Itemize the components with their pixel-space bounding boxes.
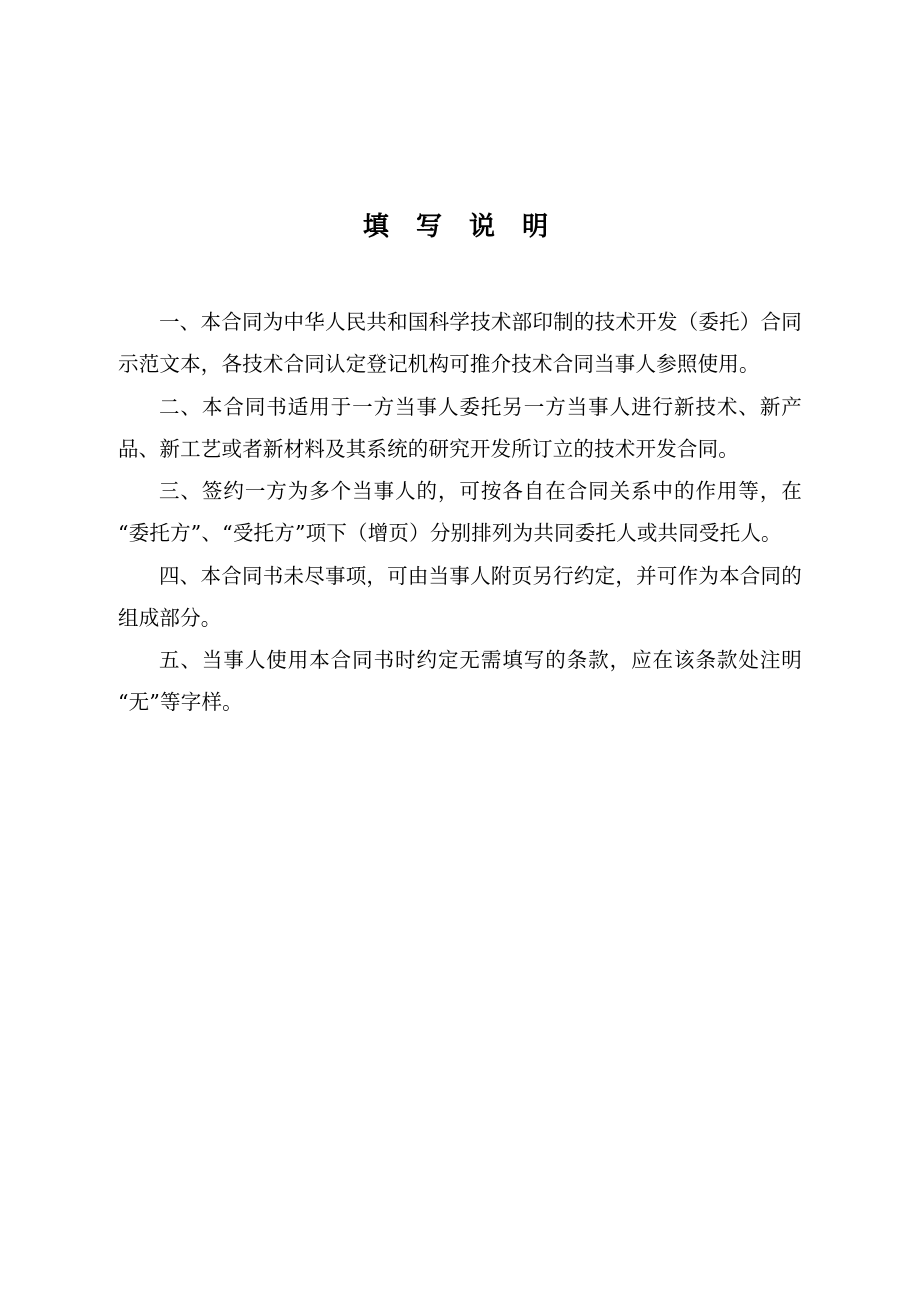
paragraph-4: 四、本合同书未尽事项，可由当事人附页另行约定，并可作为本合同的组成部分。 — [118, 563, 802, 630]
document-body — [0, 301, 920, 723]
paragraph-5: 五、当事人使用本合同书时约定无需填写的条款，应在该条款处注明“无”等字样。 — [118, 647, 802, 715]
paragraph-1: 一、本合同为中华人民共和国科学技术部印制的技术开发（委托）合同示范文本，各技术合同认定登记机构可推介技术合同当事人参照使用。 — [118, 310, 802, 377]
paragraph-2: 二、本合同书适用于一方当事人委托另一方当事人进行新技术、新产品、新工艺或者新材料及其系统的研究开发所订立的技术开发合同。 — [118, 394, 802, 461]
paragraph-3: 三、签约一方为多个当事人的，可按各自在合同关系中的作用等，在“委托方”、“受托方”项下（增页）分别排列为共同委托人或共同受托人。 — [118, 479, 802, 546]
page-title: 填 写 说 明 — [362, 212, 558, 242]
